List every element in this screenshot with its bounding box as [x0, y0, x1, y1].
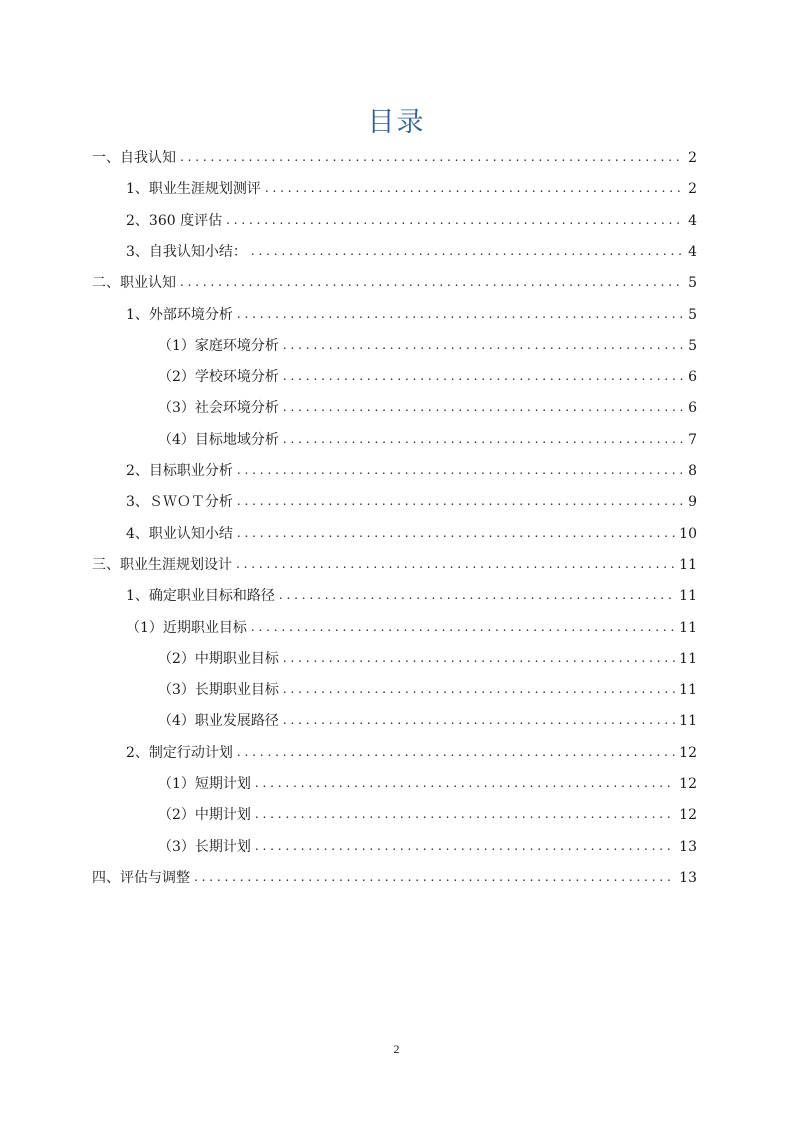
toc-entry-page-number: 2	[688, 181, 697, 198]
toc-entry-title: （2）学校环境分析	[158, 369, 279, 386]
toc-entry[interactable]	[158, 396, 697, 420]
toc-entry-page-number: 13	[679, 869, 697, 886]
toc-entry-page-number: 5	[688, 275, 697, 292]
toc-entry[interactable]	[126, 522, 697, 546]
toc-leader-dots	[283, 646, 675, 670]
toc-leader-dots	[265, 176, 684, 200]
toc-leader-dots	[255, 834, 675, 858]
toc-leader-dots	[180, 145, 684, 169]
toc-entry[interactable]	[126, 303, 697, 327]
toc-entry[interactable]	[158, 772, 697, 796]
toc-entry-title: （2）中期计划	[158, 807, 251, 824]
toc-entry[interactable]	[126, 584, 697, 608]
footer-page-number: 2	[393, 1042, 400, 1056]
toc-entry-page-number: 11	[679, 588, 697, 605]
toc-leader-dots	[236, 552, 675, 576]
toc-entry[interactable]	[126, 240, 697, 264]
toc-entry-title: （3）长期计划	[158, 838, 251, 855]
toc-leader-dots	[251, 239, 684, 263]
toc-entry-page-number: 5	[688, 337, 697, 354]
toc-entry-page-number: 5	[688, 306, 697, 323]
toc-entry-title: （4）目标地域分析	[158, 431, 279, 448]
toc-entry-title: 2、目标职业分析	[126, 463, 233, 479]
toc-leader-dots	[237, 740, 675, 764]
toc-entry-title: 1、职业生涯规划测评	[126, 181, 261, 198]
toc-entry-page-number: 11	[679, 556, 697, 573]
toc-entry-title: （3）长期职业目标	[158, 682, 279, 699]
toc-entry[interactable]	[158, 647, 697, 671]
toc-leader-dots	[283, 395, 684, 419]
toc-entry[interactable]	[126, 490, 697, 514]
toc-leader-dots	[283, 427, 684, 451]
toc-entry[interactable]	[158, 835, 697, 859]
toc-entry-title: 四、评估与调整	[92, 869, 190, 886]
toc-entry-title: 2、360 度评估	[126, 212, 223, 229]
toc-entry-title: 1、外部环境分析	[126, 306, 233, 323]
toc-entry-page-number: 11	[679, 650, 697, 667]
toc-entry-title: （3）社会环境分析	[158, 400, 279, 417]
toc-entry-page-number: 11	[679, 713, 697, 730]
toc-entry-page-number: 12	[679, 807, 697, 824]
toc-entry[interactable]	[158, 365, 697, 389]
toc-entry[interactable]	[126, 616, 697, 640]
toc-entry-page-number: 12	[679, 744, 697, 761]
toc-entry[interactable]	[126, 177, 697, 201]
toc-entry[interactable]	[92, 146, 697, 170]
toc-entry-title: （1）家庭环境分析	[158, 337, 279, 354]
toc-entry[interactable]	[126, 459, 697, 483]
toc-entry[interactable]	[92, 866, 697, 890]
toc-entry-title: （4）职业发展路径	[158, 713, 279, 730]
toc-leader-dots	[237, 302, 684, 326]
toc-leader-dots	[283, 677, 675, 701]
toc-entry[interactable]	[126, 741, 697, 765]
toc-leader-dots	[194, 865, 675, 889]
toc-entry-title: （1）近期职业目标	[126, 619, 247, 636]
toc-entry[interactable]	[158, 803, 697, 827]
toc-entry-title: （2）中期职业目标	[158, 650, 279, 667]
toc-entry-page-number: 6	[688, 369, 697, 386]
toc-entry-page-number: 6	[688, 400, 697, 417]
toc-entry-title: 二、职业认知	[92, 275, 176, 292]
toc-entry-page-number: 13	[679, 838, 697, 855]
toc-leader-dots	[237, 489, 684, 513]
toc-leader-dots	[283, 708, 675, 732]
toc-leader-dots	[180, 270, 684, 294]
toc-leader-dots	[237, 521, 675, 545]
toc-entry[interactable]	[158, 678, 697, 702]
toc-leader-dots	[279, 583, 675, 607]
toc-entry-page-number: 11	[679, 682, 697, 699]
toc-leader-dots	[255, 802, 675, 826]
toc-entry[interactable]	[158, 334, 697, 358]
toc-entry-page-number: 11	[679, 619, 697, 636]
toc-entry-title: 1、确定职业目标和路径	[126, 588, 275, 605]
toc-entry-title: 三、职业生涯规划设计	[92, 556, 232, 573]
toc-entry[interactable]	[126, 209, 697, 233]
toc-entry-page-number: 4	[688, 243, 697, 260]
toc-entry-title: （1）短期计划	[158, 776, 251, 792]
toc-entry[interactable]	[158, 709, 697, 733]
toc-entry[interactable]	[92, 553, 697, 577]
toc-leader-dots	[251, 615, 675, 639]
toc-entry-page-number: 10	[679, 525, 697, 542]
toc-entry[interactable]	[158, 428, 697, 452]
toc-entry-page-number: 4	[688, 212, 697, 229]
toc-entry-title: 2、制定行动计划	[126, 744, 233, 761]
toc-leader-dots	[226, 208, 684, 232]
toc-entry-page-number: 8	[688, 463, 697, 479]
toc-title: 目录	[367, 107, 426, 138]
toc-leader-dots	[255, 771, 675, 795]
toc-entry-title: 4、职业认知小结	[126, 525, 233, 542]
toc-entry-title: 3、自我认知小结：	[126, 243, 247, 260]
toc-leader-dots	[283, 333, 684, 357]
toc-entry-page-number: 9	[688, 494, 697, 511]
toc-entry-page-number: 12	[679, 776, 697, 792]
toc-entry-title: 一、自我认知	[92, 150, 176, 166]
toc-entry-page-number: 2	[688, 150, 697, 166]
toc-leader-dots	[283, 364, 684, 388]
toc-entry-page-number: 7	[688, 431, 697, 448]
toc-entry[interactable]	[92, 271, 697, 295]
toc-entry-title: 3、ＳＷＯＴ分析	[126, 494, 233, 511]
toc-leader-dots	[237, 458, 684, 482]
